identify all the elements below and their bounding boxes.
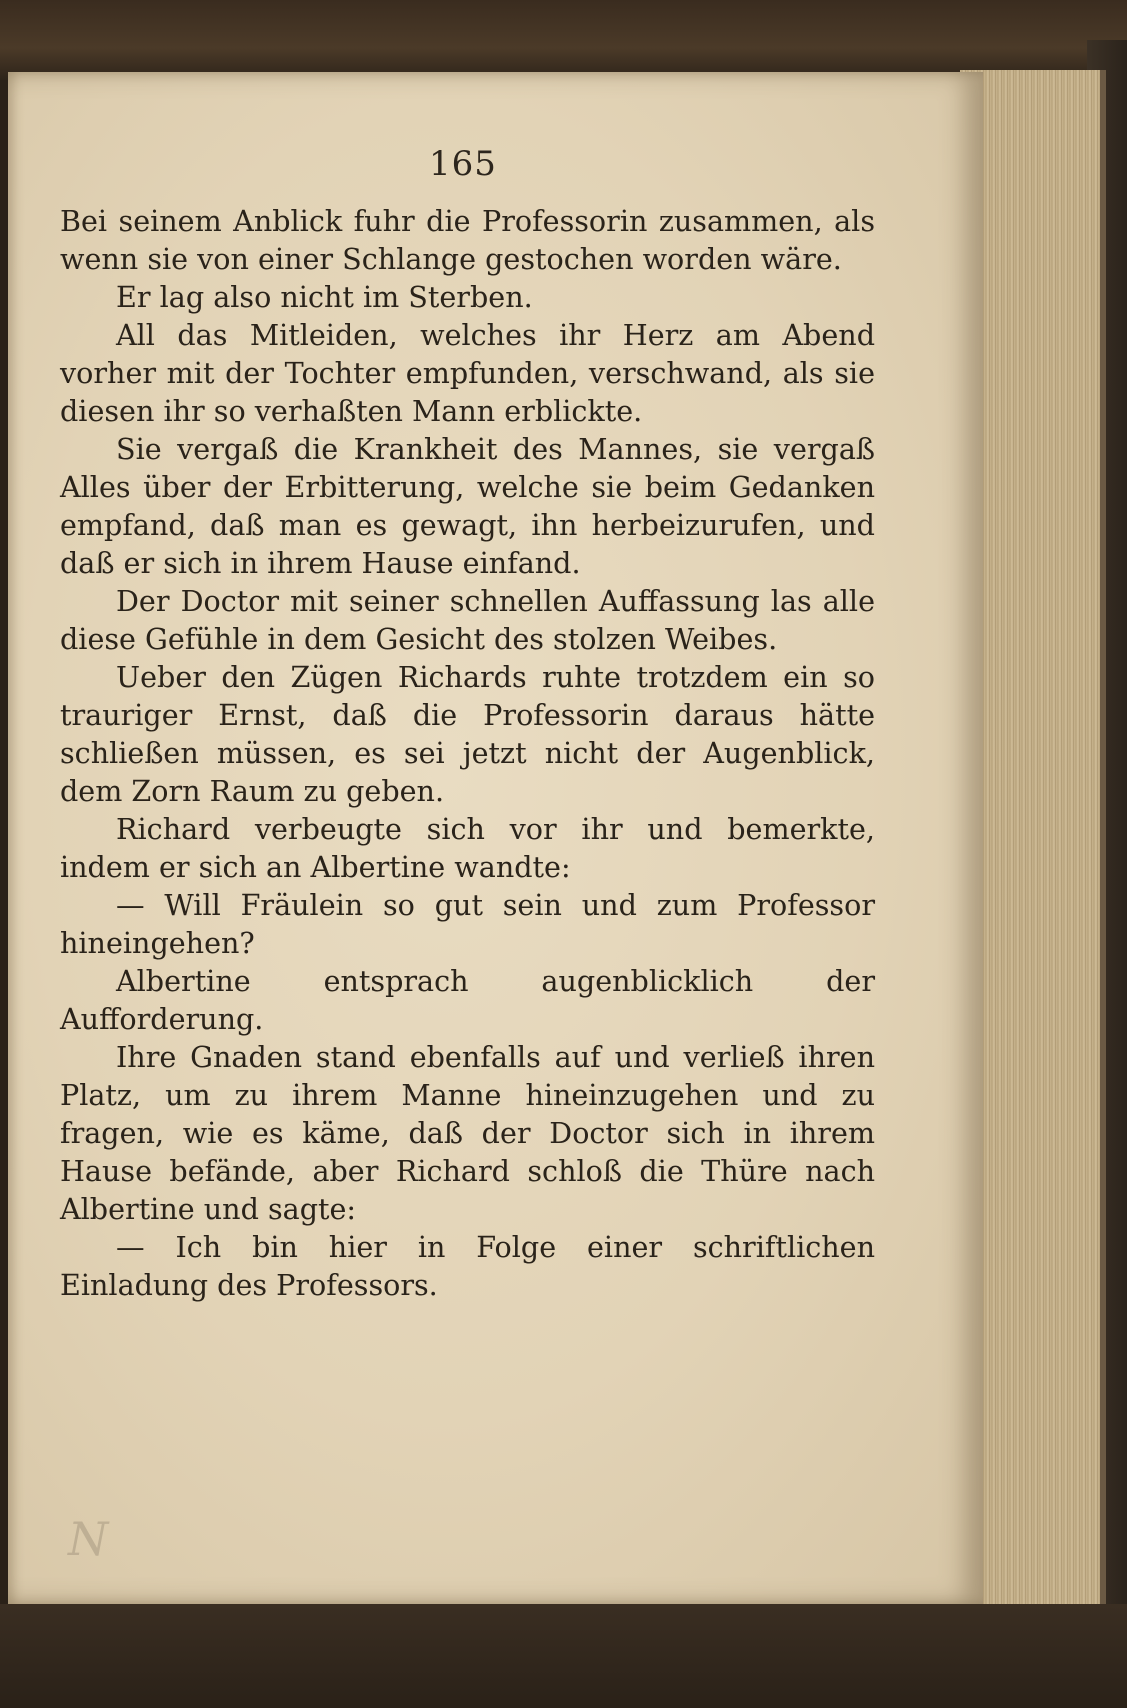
paragraph: Bei seinem Anblick fuhr die Professorin zusammen, als wenn sie von einer Schlange gestochen worden wäre. xyxy=(60,204,875,276)
paragraph: Sie vergaß die Krankheit des Mannes, sie vergaß Alles über der Erbitterung, welche sie beim Gedanken empfand, daß man es gewagt, ihn herbeizurufen, und daß er sich in ihrem Hause einfand. xyxy=(60,432,875,580)
paragraph: Ihre Gnaden stand ebenfalls auf und verließ ihren Platz, um zu ihrem Manne hineinzugehen und zu fragen, wie es käme, daß der Doctor sich in ihrem Hause befände, aber Richard schloß die Thüre nach Albertine und sagte: xyxy=(60,1040,875,1226)
paragraph: Der Doctor mit seiner schnellen Auffassung las alle diese Gefühle in dem Gesicht des stolzen Weibes. xyxy=(60,584,875,656)
paragraph: Albertine entsprach augenblicklich der Aufforderung. xyxy=(60,964,875,1036)
paragraph: Er lag also nicht im Sterben. xyxy=(116,280,533,314)
dialogue-paragraph: — Ich bin hier in Folge einer schriftlichen Einladung des Professors. xyxy=(60,1230,875,1302)
page-text xyxy=(60,202,875,1304)
book-cover-bottom xyxy=(0,1604,1127,1708)
page-number: 165 xyxy=(429,144,497,184)
dialogue-paragraph: — Will Fräulein so gut sein und zum Professor hineingehen? xyxy=(60,888,875,960)
paragraph: Richard verbeugte sich vor ihr und bemerkte, indem er sich an Albertine wandte: xyxy=(60,812,875,884)
paragraph: Ueber den Zügen Richards ruhte trotzdem ein so trauriger Ernst, daß die Professorin daraus hätte schließen müssen, es sei jetzt nicht der Augenblick, dem Zorn Raum zu geben. xyxy=(60,660,875,808)
book-cover-top xyxy=(0,0,1127,80)
faint-handwritten-mark: N xyxy=(68,1512,109,1566)
paragraph: All das Mitleiden, welches ihr Herz am Abend vorher mit der Tochter empfunden, verschwand, als sie diesen ihr so verhaßten Mann erblickte. xyxy=(60,318,875,428)
book-page xyxy=(8,72,983,1604)
